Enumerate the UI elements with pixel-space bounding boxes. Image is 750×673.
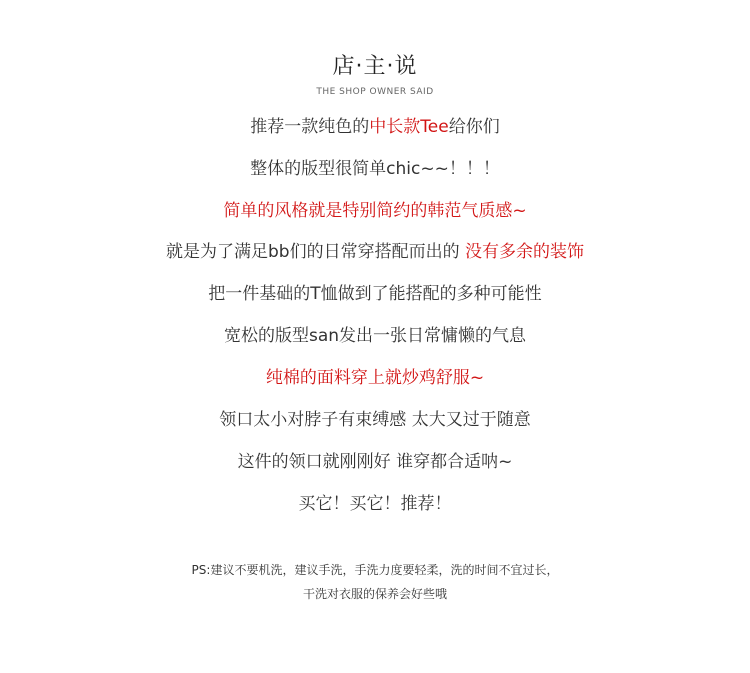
- page-subtitle: THE SHOP OWNER SAID: [316, 87, 434, 97]
- text-line-6: 宽松的版型san发出一张日常慵懒的气息: [223, 326, 527, 346]
- text-line-1-part-c: 给你们: [448, 117, 500, 137]
- text-line-5: 把一件基础的T恤做到了能搭配的多种可能性: [208, 284, 542, 304]
- text-line-4-part-a: 就是为了满足bb们的日常穿搭配而出的: [166, 242, 465, 262]
- ps-note-line-2: 干洗对衣服的保养会好些哦: [302, 587, 447, 601]
- ps-note-line-1: PS:建议不要机洗，建议手洗，手洗力度要轻柔，洗的时间不宜过长，: [191, 563, 559, 577]
- text-line-4: [0, 240, 750, 264]
- text-line-1: [0, 115, 750, 139]
- text-line-8: 领口太小对脖子有束缚感 太大又过于随意: [219, 410, 531, 430]
- text-line-1-part-a: 推荐一款纯色的: [250, 117, 370, 137]
- text-line-2: 整体的版型很简单chic~~！！！: [250, 159, 500, 179]
- page-title: 店·主·说: [332, 54, 418, 79]
- text-line-9: 这件的领口就刚刚好 谁穿都合适呐~: [237, 452, 513, 472]
- text-line-7: 纯棉的面料穿上就炒鸡舒服~: [265, 368, 485, 388]
- text-line-1-highlight: 中长款Tee: [369, 117, 449, 137]
- text-line-3: 简单的风格就是特别简约的韩范气质感~: [223, 201, 527, 221]
- text-line-10: 买它！买它！推荐！: [298, 494, 452, 514]
- text-line-4-highlight: 没有多余的装饰: [465, 242, 584, 262]
